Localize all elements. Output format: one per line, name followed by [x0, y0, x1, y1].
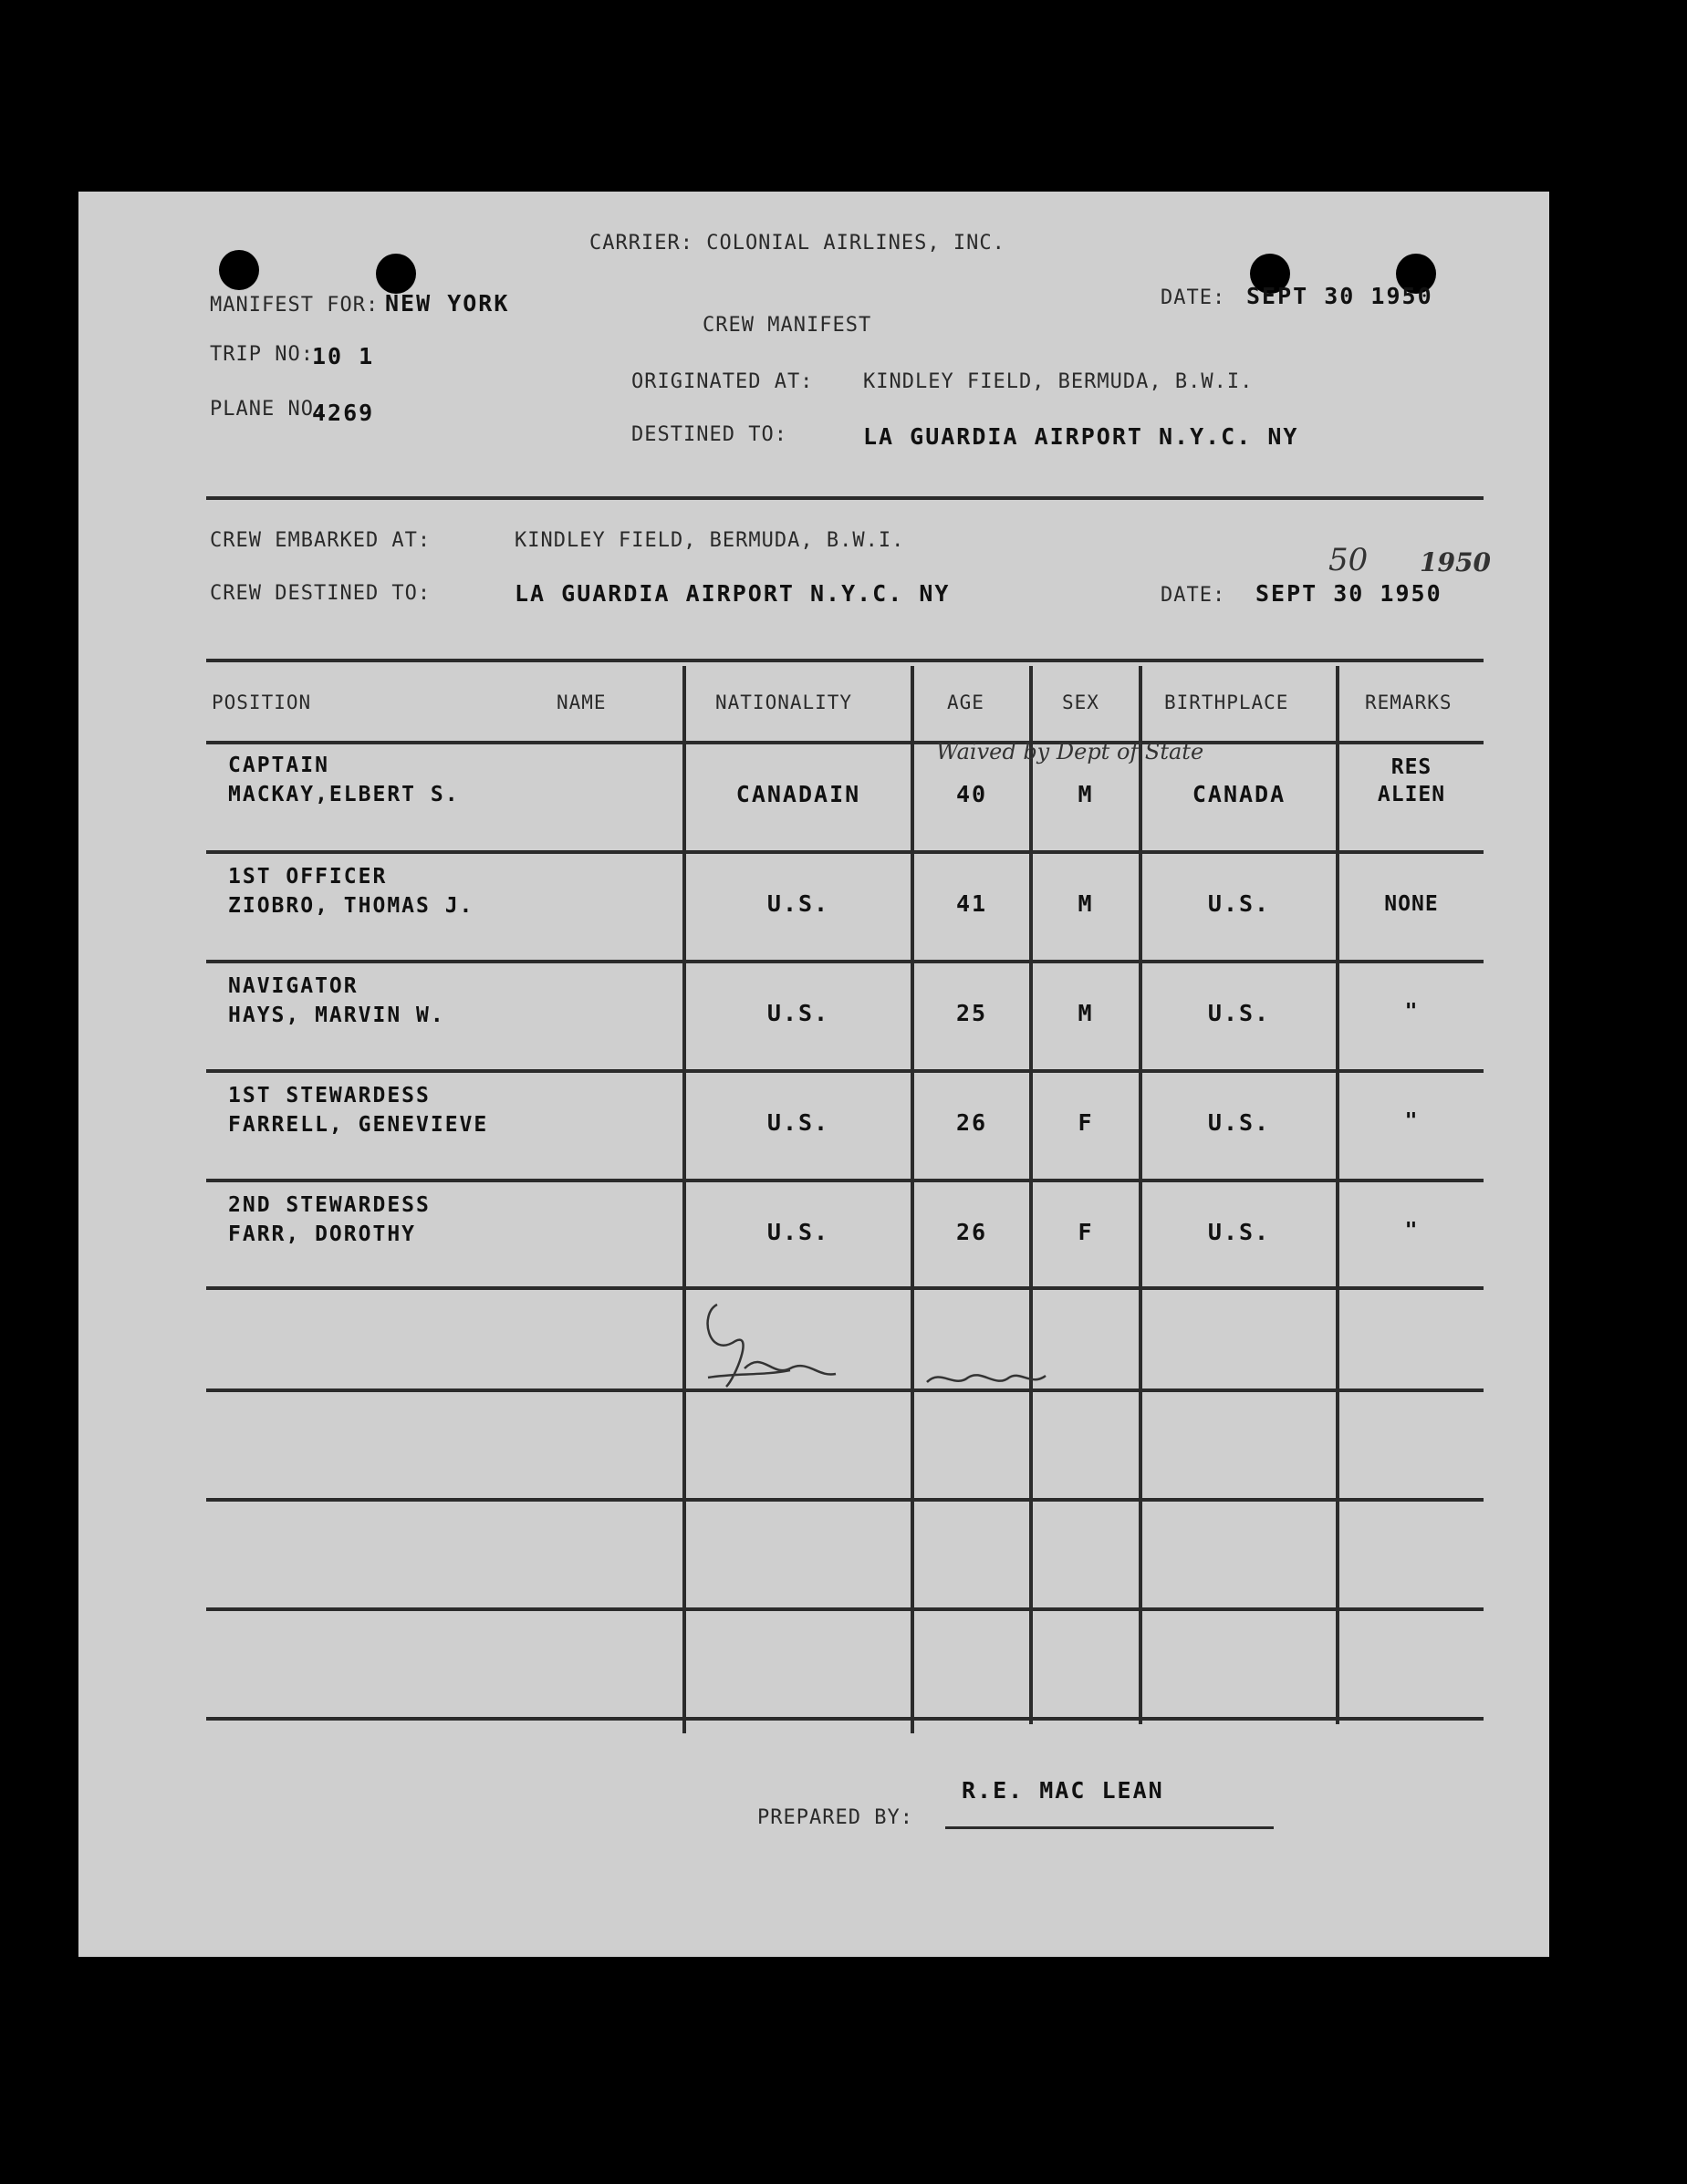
crew-date-label: DATE: [1161, 584, 1226, 607]
date-label: DATE: [1161, 286, 1226, 309]
destined-label: DESTINED TO: [631, 423, 787, 446]
column-divider [1029, 666, 1033, 1724]
column-header-age: AGE [947, 692, 984, 713]
crew-embarked-label: CREW EMBARKED AT: [210, 529, 432, 552]
row-name: ZIOBRO, THOMAS J. [228, 894, 474, 918]
inspector-signature [681, 1286, 1064, 1405]
row-sex: M [1078, 890, 1094, 917]
row-nationality: U.S. [766, 1109, 830, 1136]
originated-label: ORIGINATED AT: [631, 370, 814, 393]
row-birthplace: U.S. [1207, 1109, 1271, 1136]
handwritten-date: 50 [1328, 542, 1369, 578]
row-age: 41 [955, 890, 988, 917]
manifest-for-value: NEW YORK [385, 290, 510, 317]
row-sex: M [1078, 1000, 1094, 1026]
row-name: FARRELL, GENEVIEVE [228, 1113, 489, 1137]
table-header-rule [206, 741, 1484, 744]
punch-hole [376, 254, 416, 294]
row-sex: F [1078, 1109, 1094, 1136]
destined-value: LA GUARDIA AIRPORT N.Y.C. NY [863, 423, 1299, 450]
prepared-by-label: PREPARED BY: [757, 1806, 913, 1829]
column-divider [911, 666, 914, 1733]
row-sex: F [1078, 1219, 1094, 1245]
row-nationality: U.S. [766, 1219, 830, 1245]
column-header-nationality: NATIONALITY [715, 692, 853, 713]
row-position: 1ST OFFICER [228, 865, 388, 889]
prepared-by-value: R.E. MAC LEAN [962, 1777, 1164, 1804]
row-nationality: U.S. [766, 890, 830, 917]
handwritten-note: Waived by Dept of State [936, 739, 1204, 764]
carrier-line: CARRIER: COLONIAL AIRLINES, INC. [589, 232, 1005, 255]
column-header-remarks: REMARKS [1365, 692, 1453, 713]
signature-line [945, 1826, 1274, 1829]
row-age: 26 [955, 1109, 988, 1136]
blank-row-rule [206, 1388, 1484, 1392]
manifest-sheet [78, 192, 1549, 1957]
row-nationality: CANADAIN [735, 781, 861, 807]
row-rule [206, 1069, 1484, 1073]
row-nationality: U.S. [766, 1000, 830, 1026]
row-remarks-2: ALIEN [1377, 783, 1446, 806]
row-sex: M [1078, 781, 1094, 807]
crew-embarked-value: KINDLEY FIELD, BERMUDA, B.W.I. [515, 529, 905, 552]
row-birthplace: U.S. [1207, 1219, 1271, 1245]
blank-row-rule [206, 1498, 1484, 1502]
crew-destined-value: LA GUARDIA AIRPORT N.Y.C. NY [515, 580, 951, 607]
row-remarks: " [1404, 1109, 1419, 1133]
punch-hole [219, 250, 259, 290]
column-divider [1336, 666, 1339, 1724]
row-birthplace: U.S. [1207, 1000, 1271, 1026]
column-header-position: POSITION [212, 692, 312, 713]
divider [206, 496, 1484, 500]
crew-destined-label: CREW DESTINED TO: [210, 582, 432, 605]
column-header-birthplace: BIRTHPLACE [1164, 692, 1289, 713]
row-remarks: NONE [1384, 892, 1439, 916]
plane-value: 4269 [312, 400, 375, 426]
row-name: FARR, DOROTHY [228, 1222, 417, 1246]
crew-date-value: SEPT 30 1950 [1255, 580, 1442, 607]
column-divider [682, 666, 686, 1733]
row-age: 26 [955, 1219, 988, 1245]
trip-label: TRIP NO: [210, 343, 314, 366]
row-rule [206, 960, 1484, 963]
date-value: SEPT 30 1950 [1246, 283, 1433, 309]
manifest-for-label: MANIFEST FOR: [210, 294, 380, 317]
row-remarks: " [1404, 1219, 1419, 1243]
row-name: MACKAY,ELBERT S. [228, 783, 460, 806]
row-position: NAVIGATOR [228, 974, 359, 998]
row-remarks: " [1404, 1000, 1419, 1024]
column-header-sex: SEX [1062, 692, 1099, 713]
row-rule [206, 1179, 1484, 1182]
column-header-name: NAME [557, 692, 607, 713]
table-bottom-rule [206, 1717, 1484, 1721]
row-birthplace: CANADA [1192, 781, 1286, 807]
row-age: 40 [955, 781, 988, 807]
plane-label: PLANE NO: [210, 398, 328, 421]
column-divider [1139, 666, 1142, 1724]
row-rule [206, 850, 1484, 854]
row-position: CAPTAIN [228, 754, 329, 777]
manifest-title: CREW MANIFEST [703, 314, 872, 337]
row-birthplace: U.S. [1207, 890, 1271, 917]
row-name: HAYS, MARVIN W. [228, 1004, 445, 1027]
row-age: 25 [955, 1000, 988, 1026]
table-top-rule [206, 659, 1484, 662]
originated-value: KINDLEY FIELD, BERMUDA, B.W.I. [863, 370, 1254, 393]
trip-value: 10 1 [312, 343, 375, 369]
blank-row-rule [206, 1607, 1484, 1611]
row-position: 2ND STEWARDESS [228, 1193, 431, 1217]
handwritten-year: 1950 [1420, 547, 1491, 577]
row-position: 1ST STEWARDESS [228, 1084, 431, 1108]
row-remarks: RES [1390, 755, 1432, 779]
